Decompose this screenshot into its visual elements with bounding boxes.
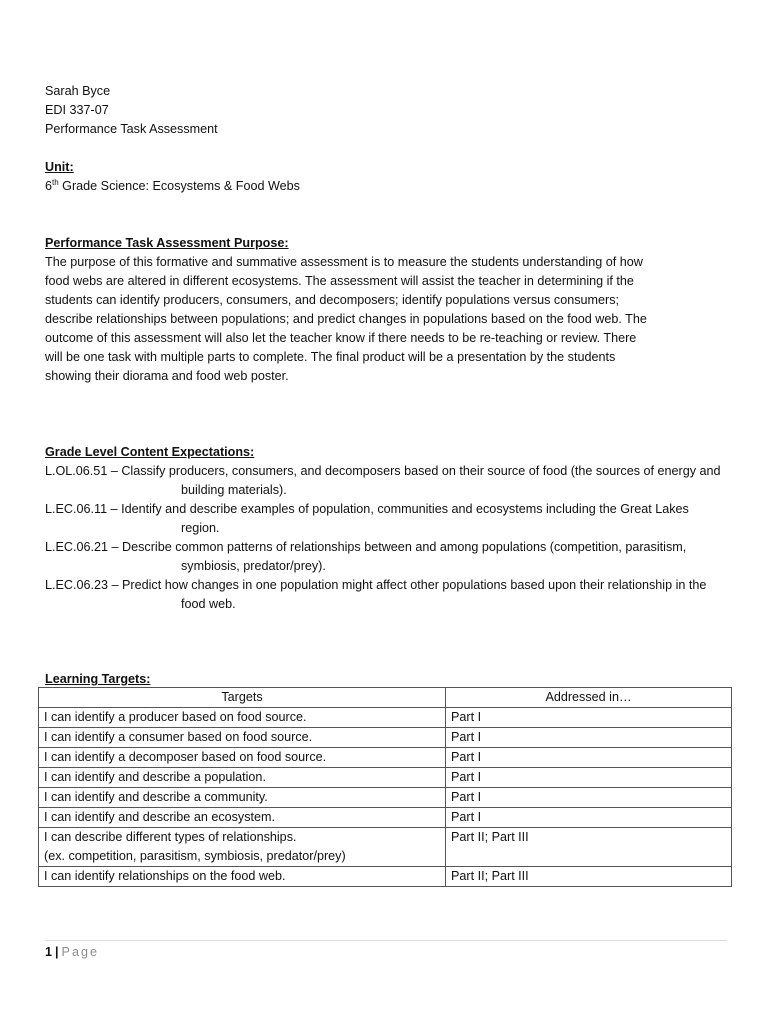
learning-targets-table bbox=[38, 687, 732, 887]
expectation-item: L.EC.06.21 – Describe common patterns of relationships between and among populations (competition, parasitism, symbiosis, predator/prey). bbox=[45, 540, 687, 573]
table-header-row bbox=[39, 688, 732, 708]
target-cell: I can identify and describe a population. bbox=[39, 768, 446, 788]
unit-title: Grade Science: Ecosystems & Food Webs bbox=[58, 179, 300, 193]
page-label: Page bbox=[61, 945, 99, 959]
document-title: Performance Task Assessment bbox=[45, 122, 218, 136]
learning-targets-heading: Learning Targets: bbox=[45, 672, 151, 686]
target-cell: I can identify and describe an ecosystem. bbox=[39, 808, 446, 828]
addressed-cell: Part I bbox=[446, 808, 732, 828]
target-cell: I can identify relationships on the food web. bbox=[39, 867, 446, 887]
table-row bbox=[39, 788, 732, 808]
purpose-line: The purpose of this formative and summative assessment is to measure the students understanding of how bbox=[45, 255, 643, 269]
table-row bbox=[39, 867, 732, 887]
addressed-cell: Part II; Part III bbox=[446, 828, 732, 867]
purpose-paragraph bbox=[45, 253, 725, 386]
footer-divider bbox=[45, 940, 727, 941]
unit-text bbox=[45, 177, 300, 196]
purpose-line: will be one task with multiple parts to complete. The final product will be a presentation by the students bbox=[45, 350, 616, 364]
target-cell: I can identify and describe a community. bbox=[39, 788, 446, 808]
author-name: Sarah Byce bbox=[45, 84, 111, 98]
table-row bbox=[39, 748, 732, 768]
column-header-addressed: Addressed in… bbox=[446, 688, 732, 708]
addressed-cell: Part II; Part III bbox=[446, 867, 732, 887]
purpose-line: food webs are altered in different ecosystems. The assessment will assist the teacher in determining if the bbox=[45, 274, 634, 288]
page-footer bbox=[45, 943, 99, 962]
table-row bbox=[39, 728, 732, 748]
target-example-text: (ex. competition, parasitism, symbiosis, predator/prey) bbox=[44, 849, 346, 863]
target-text: I can describe different types of relationships. bbox=[44, 830, 297, 844]
purpose-line: showing their diorama and food web poster. bbox=[45, 369, 289, 383]
addressed-cell: Part I bbox=[446, 728, 732, 748]
expectation-item: L.EC.06.23 – Predict how changes in one population might affect other populations based upon their relationship in the food web. bbox=[45, 578, 707, 611]
addressed-cell: Part I bbox=[446, 708, 732, 728]
table-row bbox=[39, 808, 732, 828]
table-row bbox=[39, 708, 732, 728]
page-number: 1 bbox=[45, 945, 53, 959]
grade-number: 6 bbox=[45, 179, 53, 193]
purpose-line: describe relationships between populations; and predict changes in populations based on the food web. The bbox=[45, 312, 647, 326]
expectation-item: L.OL.06.51 – Classify producers, consumers, and decomposers based on their source of food (the sources of energy and building materials). bbox=[45, 464, 721, 497]
grade-suffix: th bbox=[52, 178, 59, 187]
target-cell: I can identify a decomposer based on food source. bbox=[39, 748, 446, 768]
addressed-cell: Part I bbox=[446, 748, 732, 768]
expectation-item: L.EC.06.11 – Identify and describe examples of population, communities and ecosystems including the Great Lakes region. bbox=[45, 502, 689, 535]
target-cell bbox=[39, 828, 446, 867]
expectations-heading: Grade Level Content Expectations: bbox=[45, 445, 255, 459]
course-code: EDI 337-07 bbox=[45, 103, 109, 117]
target-cell: I can identify a producer based on food source. bbox=[39, 708, 446, 728]
table-row bbox=[39, 828, 732, 867]
addressed-cell: Part I bbox=[446, 788, 732, 808]
addressed-cell: Part I bbox=[446, 768, 732, 788]
footer-separator: | bbox=[55, 945, 59, 959]
table-row bbox=[39, 768, 732, 788]
purpose-line: students can identify producers, consumers, and decomposers; identify populations versus consumers; bbox=[45, 293, 620, 307]
column-header-targets: Targets bbox=[39, 688, 446, 708]
purpose-heading: Performance Task Assessment Purpose: bbox=[45, 236, 289, 250]
purpose-line: outcome of this assessment will also let the teacher know if there needs to be re-teaching or review. There bbox=[45, 331, 637, 345]
unit-heading: Unit: bbox=[45, 160, 74, 174]
target-cell: I can identify a consumer based on food source. bbox=[39, 728, 446, 748]
expectations-list bbox=[45, 462, 725, 614]
